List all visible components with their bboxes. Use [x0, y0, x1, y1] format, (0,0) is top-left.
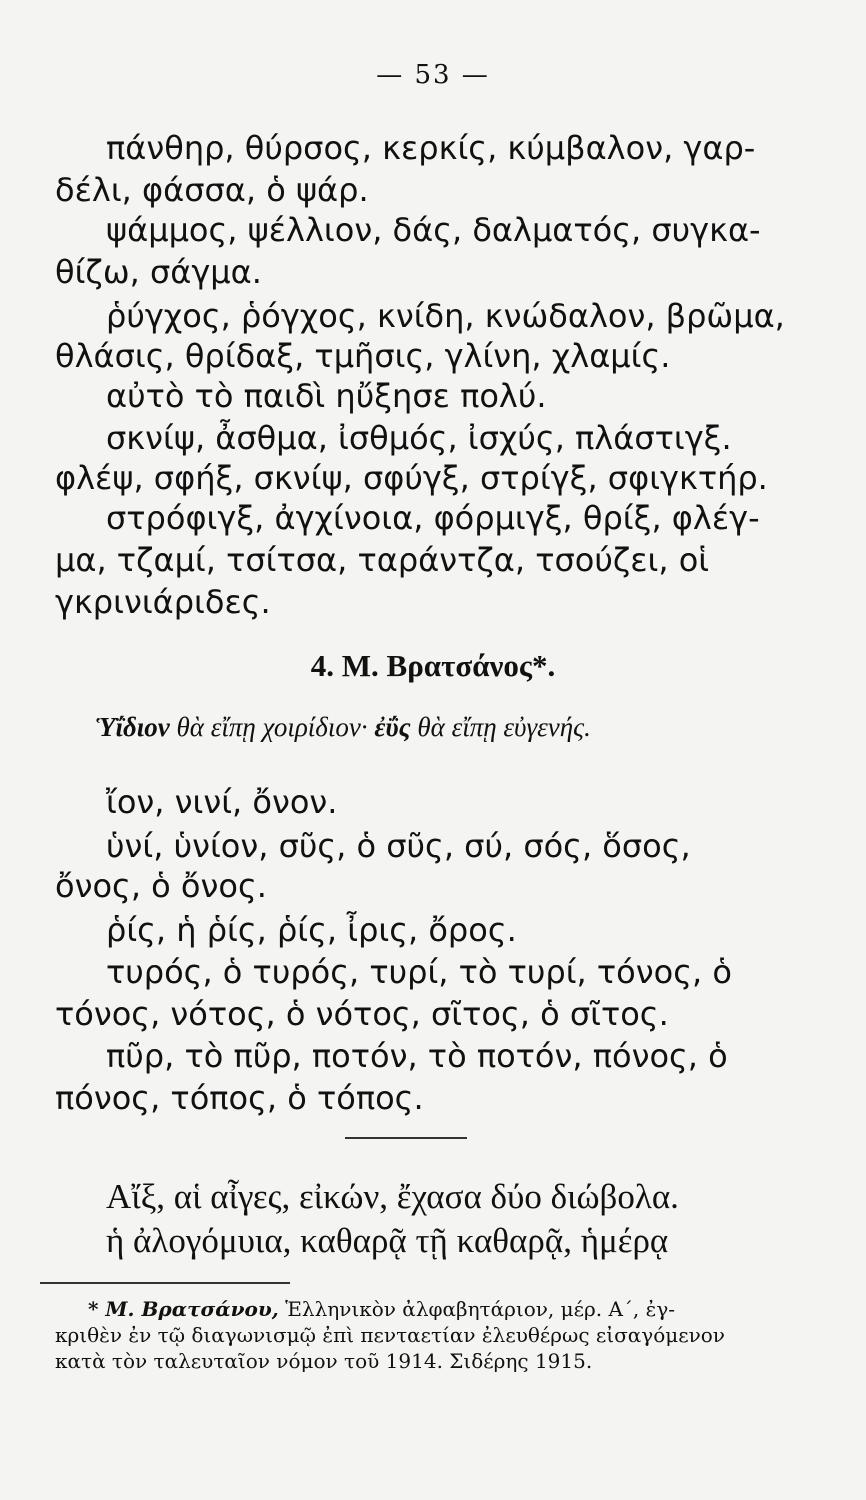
text-line: ἴον, νινί, ὄνον.: [106, 783, 338, 821]
motto-gloss-2: θὰ εἴπῃ εὐγενής.: [417, 712, 591, 742]
text-line: ῥύγχος, ῥόγχος, κνίδη, κνώδαλον, βρῶμα,: [106, 297, 785, 335]
large-text-line: Αἴξ, αἱ αἶγες, εἰκών, ἔχασα δύο διώβολα.: [106, 1177, 679, 1216]
text-line: αὐτὸ τὸ παιδὶ ηὔξησε πολύ.: [106, 377, 547, 415]
section-heading: 4. Μ. Βρατσάνος*.: [310, 648, 556, 683]
text-line: ψάμμος, ψέλλιον, δάς, δαλματός, συγκα-: [106, 211, 761, 249]
motto-term-1: Ὑΐδιον: [95, 712, 170, 742]
text-line: σκνίψ, ἆσθμα, ἰσθμός, ἰσχύς, πλάστιγξ.: [106, 419, 732, 457]
text-line: θλάσις, θρίδαξ, τμῆσις, γλίνη, χλαμίς.: [55, 337, 671, 375]
section-divider: [345, 1137, 467, 1139]
motto: [95, 712, 591, 743]
text-line: τυρός, ὁ τυρός, τυρί, τὸ τυρί, τόνος, ὁ: [106, 953, 732, 991]
large-text-line: ἡ ἀλογόμυια, καθαρᾷ τῇ καθαρᾷ, ἡμέρᾳ: [106, 1221, 669, 1260]
footnote-author: * Μ. Βρατσάνου,: [88, 1297, 279, 1321]
text-line: μα, τζαμί, τσίτσα, ταράντζα, τσούζει, οἱ: [55, 541, 710, 579]
text-line: τόνος, νότος, ὁ νότος, σῖτος, ὁ σῖτος.: [55, 995, 669, 1033]
footnote-line: κριθὲν ἐν τῷ διαγωνισμῷ ἐπὶ πενταετίαν ἐλευθέρως εἰσαγόμενον: [55, 1323, 725, 1347]
footnote-line: κατὰ τὸν ταλευταῖον νόμον τοῦ 1914. Σιδέρης 1915.: [55, 1349, 593, 1373]
text-line: πάνθηρ, θύρσος, κερκίς, κύμβαλον, γαρ-: [106, 129, 756, 167]
text-line: γκρινιάριδες.: [55, 583, 271, 621]
footnote-divider: [40, 1282, 290, 1284]
text-line: στρόφιγξ, ἀγχίνοια, φόρμιγξ, θρίξ, φλέγ-: [106, 499, 760, 537]
text-line: ὑνί, ὑνίον, σῦς, ὁ σῦς, σύ, σός, ὅσος,: [106, 827, 691, 865]
text-line: φλέψ, σφήξ, σκνίψ, σφύγξ, στρίγξ, σφιγκτήρ.: [55, 459, 768, 497]
motto-gloss-1: θὰ εἴπῃ χοιρίδιον·: [176, 712, 368, 742]
page-number: — 53 —: [376, 60, 490, 90]
motto-term-2: ἐΰς: [374, 712, 411, 742]
text-line: πόνος, τόπος, ὁ τόπος.: [55, 1079, 424, 1117]
text-line: ῥίς, ἡ ῥίς, ῥίς, ἶρις, ὄρος.: [106, 911, 517, 949]
text-line: πῦρ, τὸ πῦρ, ποτόν, τὸ ποτόν, πόνος, ὁ: [106, 1037, 728, 1075]
footnote-line: [88, 1296, 675, 1322]
text-line: ὄνος, ὁ ὄνος.: [55, 867, 267, 905]
text-line: δέλι, φάσσα, ὁ ψάρ.: [55, 171, 369, 209]
text-line: θίζω, σάγμα.: [55, 253, 262, 291]
footnote-text: Ἑλληνικὸν ἀλφαβητάριον, μέρ. Α΄, ἐγ-: [285, 1297, 676, 1321]
